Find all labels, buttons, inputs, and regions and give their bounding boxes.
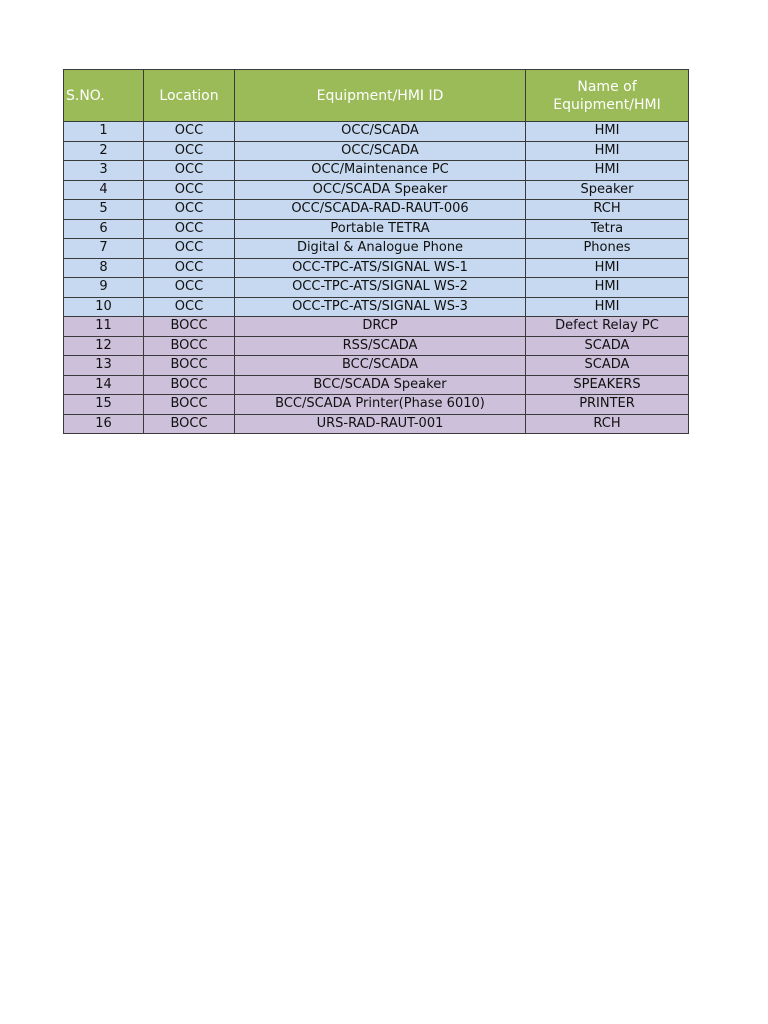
cell-equipment-id: BCC/SCADA Speaker xyxy=(235,375,526,395)
cell-location: OCC xyxy=(144,180,235,200)
cell-sno: 2 xyxy=(64,141,144,161)
cell-equipment-id: OCC/Maintenance PC xyxy=(235,161,526,181)
cell-location: OCC xyxy=(144,141,235,161)
cell-location: OCC xyxy=(144,258,235,278)
cell-location: OCC xyxy=(144,200,235,220)
cell-name: Speaker xyxy=(526,180,689,200)
table-row xyxy=(64,375,689,395)
cell-equipment-id: DRCP xyxy=(235,317,526,337)
cell-name: HMI xyxy=(526,141,689,161)
cell-name: SPEAKERS xyxy=(526,375,689,395)
cell-location: OCC xyxy=(144,278,235,298)
cell-sno: 12 xyxy=(64,336,144,356)
cell-name: HMI xyxy=(526,297,689,317)
header-equipment-id: Equipment/HMI ID xyxy=(235,70,526,122)
cell-equipment-id: Portable TETRA xyxy=(235,219,526,239)
cell-location: OCC xyxy=(144,297,235,317)
cell-name: SCADA xyxy=(526,356,689,376)
cell-equipment-id: Digital & Analogue Phone xyxy=(235,239,526,259)
cell-name: HMI xyxy=(526,278,689,298)
cell-name: Defect Relay PC xyxy=(526,317,689,337)
cell-name: Tetra xyxy=(526,219,689,239)
cell-location: BOCC xyxy=(144,317,235,337)
cell-location: OCC xyxy=(144,239,235,259)
header-sno: S.NO. xyxy=(64,70,144,122)
table-row xyxy=(64,414,689,434)
cell-sno: 16 xyxy=(64,414,144,434)
cell-location: OCC xyxy=(144,122,235,142)
cell-name: RCH xyxy=(526,200,689,220)
table-row xyxy=(64,219,689,239)
cell-location: BOCC xyxy=(144,336,235,356)
cell-location: OCC xyxy=(144,161,235,181)
header-name: Name of Equipment/HMI xyxy=(526,70,689,122)
cell-location: BOCC xyxy=(144,356,235,376)
cell-sno: 3 xyxy=(64,161,144,181)
cell-equipment-id: OCC/SCADA xyxy=(235,141,526,161)
table-row xyxy=(64,356,689,376)
cell-sno: 11 xyxy=(64,317,144,337)
cell-name: HMI xyxy=(526,258,689,278)
table-row xyxy=(64,278,689,298)
cell-sno: 8 xyxy=(64,258,144,278)
table-row xyxy=(64,122,689,142)
cell-location: BOCC xyxy=(144,414,235,434)
cell-equipment-id: OCC-TPC-ATS/SIGNAL WS-2 xyxy=(235,278,526,298)
cell-name: HMI xyxy=(526,122,689,142)
cell-sno: 6 xyxy=(64,219,144,239)
cell-location: BOCC xyxy=(144,375,235,395)
cell-equipment-id: RSS/SCADA xyxy=(235,336,526,356)
cell-sno: 4 xyxy=(64,180,144,200)
table-row xyxy=(64,141,689,161)
cell-sno: 10 xyxy=(64,297,144,317)
cell-equipment-id: OCC-TPC-ATS/SIGNAL WS-3 xyxy=(235,297,526,317)
cell-equipment-id: BCC/SCADA xyxy=(235,356,526,376)
cell-sno: 9 xyxy=(64,278,144,298)
cell-equipment-id: OCC/SCADA xyxy=(235,122,526,142)
table-row xyxy=(64,297,689,317)
cell-location: OCC xyxy=(144,219,235,239)
table-row xyxy=(64,239,689,259)
table-row xyxy=(64,161,689,181)
cell-equipment-id: BCC/SCADA Printer(Phase 6010) xyxy=(235,395,526,415)
cell-name: Phones xyxy=(526,239,689,259)
cell-sno: 15 xyxy=(64,395,144,415)
cell-location: BOCC xyxy=(144,395,235,415)
table-row xyxy=(64,258,689,278)
cell-name: HMI xyxy=(526,161,689,181)
table-row xyxy=(64,395,689,415)
table-body xyxy=(64,122,689,434)
cell-sno: 14 xyxy=(64,375,144,395)
cell-name: RCH xyxy=(526,414,689,434)
cell-sno: 13 xyxy=(64,356,144,376)
cell-equipment-id: OCC/SCADA-RAD-RAUT-006 xyxy=(235,200,526,220)
table-row xyxy=(64,200,689,220)
cell-sno: 5 xyxy=(64,200,144,220)
header-row xyxy=(64,70,689,122)
table-row xyxy=(64,336,689,356)
equipment-table xyxy=(63,69,689,434)
cell-equipment-id: OCC-TPC-ATS/SIGNAL WS-1 xyxy=(235,258,526,278)
table-row xyxy=(64,317,689,337)
header-location: Location xyxy=(144,70,235,122)
cell-equipment-id: URS-RAD-RAUT-001 xyxy=(235,414,526,434)
cell-sno: 7 xyxy=(64,239,144,259)
cell-name: PRINTER xyxy=(526,395,689,415)
cell-sno: 1 xyxy=(64,122,144,142)
cell-name: SCADA xyxy=(526,336,689,356)
table-row xyxy=(64,180,689,200)
cell-equipment-id: OCC/SCADA Speaker xyxy=(235,180,526,200)
